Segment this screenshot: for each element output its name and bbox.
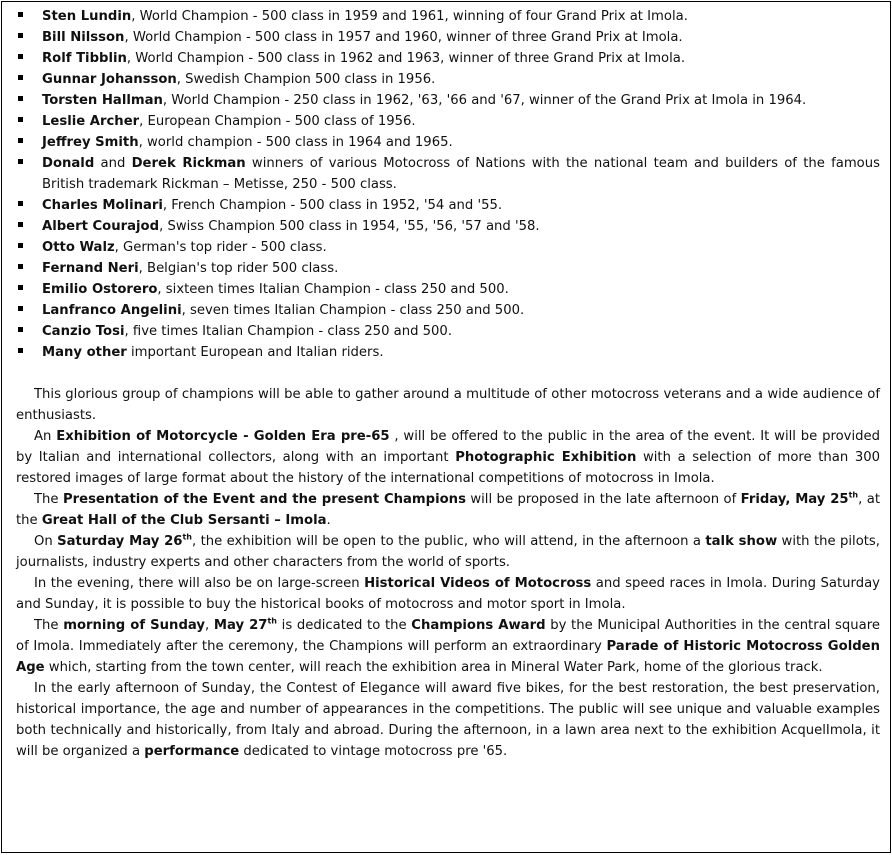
paragraph-sunday-afternoon bbox=[16, 678, 880, 762]
champion-desc: , World Champion - 250 class in 1962, '63, '66 and '67, winner of the Grand Prix at Imola in 1964. bbox=[162, 93, 807, 108]
text-run: , the exhibition will be open to the public, who will attend, in the afternoon a bbox=[192, 534, 706, 549]
list-item bbox=[16, 27, 880, 48]
text-run: and speed races in Imola. During Saturday and Sunday, it is possible to buy the historical books of motocross and motor sport in Imola. bbox=[16, 576, 880, 612]
paragraph-evening bbox=[16, 573, 880, 615]
bold-run: morning of Sunday bbox=[63, 618, 205, 633]
list-item bbox=[16, 342, 880, 363]
list-item bbox=[16, 48, 880, 69]
bold-run: Exhibition of Motorcycle - Golden Era pre-65 bbox=[56, 429, 390, 444]
text-run: is dedicated to the bbox=[277, 618, 412, 633]
text-run: dedicated to vintage motocross pre '65. bbox=[239, 744, 508, 759]
bold-run: Historical Videos of Motocross bbox=[364, 576, 592, 591]
champion-name: Otto Walz bbox=[42, 240, 115, 255]
list-item bbox=[16, 132, 880, 153]
text-run: , at the bbox=[16, 492, 880, 528]
champion-name: Emilio Ostorero bbox=[42, 282, 158, 297]
text-run: The bbox=[34, 492, 63, 507]
text-run: with the pilots, journalists, industry experts and other characters from the world of sports. bbox=[16, 534, 880, 570]
list-item bbox=[16, 90, 880, 111]
text-run: will be proposed in the late afternoon of bbox=[465, 492, 741, 507]
champion-desc: , Swiss Champion 500 class in 1954, '55, '56, '57 and '58. bbox=[159, 219, 540, 234]
champion-desc: , seven times Italian Champion - class 250 and 500. bbox=[181, 303, 525, 318]
list-item bbox=[16, 300, 880, 321]
list-item bbox=[16, 69, 880, 90]
champion-name: Lanfranco Angelini bbox=[42, 303, 182, 318]
list-item bbox=[16, 6, 880, 27]
list-item bbox=[16, 195, 880, 216]
bold-run: Parade of Historic Motocross Golden Age bbox=[16, 639, 880, 675]
champion-name: Leslie Archer bbox=[42, 114, 140, 129]
text-run: In the evening, there will also be on large-screen bbox=[34, 576, 365, 591]
champion-name: Fernand Neri bbox=[42, 261, 139, 276]
text-run: An bbox=[34, 429, 57, 444]
bold-run: performance bbox=[144, 744, 240, 759]
champion-desc: , Swedish Champion 500 class in 1956. bbox=[176, 72, 436, 87]
text-run: with a selection of more than 300 restored images of large format about the history of the international competitions of motocross in Imola. bbox=[16, 450, 880, 486]
bold-run: Champions Award bbox=[411, 618, 546, 633]
list-item bbox=[16, 279, 880, 300]
bold-run: Photographic Exhibition bbox=[455, 450, 637, 465]
champion-desc: important European and Italian riders. bbox=[126, 345, 384, 360]
list-item bbox=[16, 237, 880, 258]
champion-name: Many other bbox=[42, 345, 127, 360]
champion-name: Jeffrey Smith bbox=[42, 135, 139, 150]
champion-name: Donald bbox=[42, 156, 95, 171]
text-run: , bbox=[204, 618, 214, 633]
champions-list bbox=[16, 6, 880, 363]
text-run: On bbox=[34, 534, 58, 549]
bold-run: Friday, May 25 bbox=[740, 492, 849, 507]
text-run: The bbox=[34, 618, 64, 633]
champion-name: Albert Courajod bbox=[42, 219, 160, 234]
champion-desc: , sixteen times Italian Champion - class 250 and 500. bbox=[157, 282, 509, 297]
champion-name: Torsten Hallman bbox=[42, 93, 163, 108]
list-item bbox=[16, 216, 880, 237]
paragraph-saturday bbox=[16, 531, 880, 573]
champion-name: Sten Lundin bbox=[42, 9, 132, 24]
paragraph-sunday-morning bbox=[16, 615, 880, 678]
ordinal-suffix: th bbox=[182, 532, 192, 542]
champion-desc: , world champion - 500 class in 1964 and 1965. bbox=[138, 135, 453, 150]
champion-desc: , French Champion - 500 class in 1952, '54 and '55. bbox=[162, 198, 503, 213]
champion-desc: , World Champion - 500 class in 1959 and 1961, winning of four Grand Prix at Imola. bbox=[131, 9, 688, 24]
champion-desc: , Belgian's top rider 500 class. bbox=[138, 261, 339, 276]
text-run: . bbox=[326, 513, 331, 528]
bold-run: Great Hall of the Club Sersanti – Imola bbox=[41, 513, 327, 528]
champion-desc: , German's top rider - 500 class. bbox=[114, 240, 327, 255]
list-item bbox=[16, 111, 880, 132]
champion-desc: winners of various Motocross of Nations with the national team and builders of the famous British trademark Rickman – Metisse, 250 - 500 class. bbox=[42, 156, 880, 192]
champion-desc: , five times Italian Champion - class 250 and 500. bbox=[124, 324, 453, 339]
ordinal-suffix: th bbox=[267, 616, 278, 626]
bold-run: talk show bbox=[705, 534, 778, 549]
ordinal-suffix: th bbox=[848, 490, 859, 500]
conjunction: and bbox=[94, 156, 132, 171]
bold-run: Presentation of the Event and the present Champions bbox=[62, 492, 466, 507]
list-item bbox=[16, 321, 880, 342]
champion-name: Gunnar Johansson bbox=[42, 72, 177, 87]
champion-name: Derek Rickman bbox=[131, 156, 246, 171]
document-page bbox=[1, 1, 891, 853]
list-item bbox=[16, 153, 880, 195]
champion-desc: , World Champion - 500 class in 1962 and 1963, winner of three Grand Prix at Imola. bbox=[126, 51, 686, 66]
champion-name: Rolf Tibblin bbox=[42, 51, 127, 66]
text-run: which, starting from the town center, will reach the exhibition area in Mineral Water Park, home of the glorious track. bbox=[44, 660, 823, 675]
champion-name: Charles Molinari bbox=[42, 198, 163, 213]
text-run: , will be offered to the public in the area of the event. It will be provided by Italian and international collectors, along with an important bbox=[16, 429, 880, 465]
paragraph-intro: This glorious group of champions will be able to gather around a multitude of other motocross veterans and a wide audience of enthusiasts. bbox=[16, 387, 880, 423]
champion-desc: , World Champion - 500 class in 1957 and 1960, winner of three Grand Prix at Imola. bbox=[124, 30, 683, 45]
bold-run: Saturday May 26 bbox=[57, 534, 183, 549]
paragraph-presentation bbox=[16, 489, 880, 531]
text-run: In the early afternoon of Sunday, the Contest of Elegance will award five bikes, for the best restoration, the best preservation, historical importance, the age and number of appearances in the competitions. The public will see unique and valuable examples both technically and historically, from Italy and abroad. During the afternoon, in a lawn area next to the exhibition AcquelImola, it will be organized a bbox=[16, 681, 880, 759]
bold-run: May 27 bbox=[213, 618, 268, 633]
text-run: by the Municipal Authorities in the central square of Imola. Immediately after the ceremony, the Champions will perform an extraordinary bbox=[16, 618, 880, 654]
paragraph-exhibition bbox=[16, 426, 880, 489]
champion-name: Bill Nilsson bbox=[42, 30, 125, 45]
paragraph-gap bbox=[16, 363, 880, 384]
champion-name: Canzio Tosi bbox=[42, 324, 125, 339]
champion-desc: , European Champion - 500 class of 1956. bbox=[139, 114, 416, 129]
list-item bbox=[16, 258, 880, 279]
